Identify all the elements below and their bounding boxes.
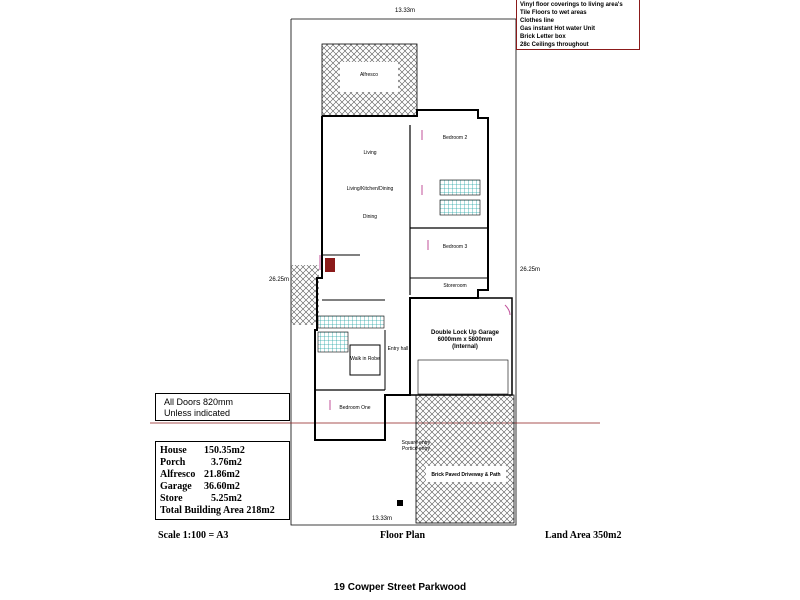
room-walk-in-robe: Walk in Robe <box>350 356 380 362</box>
room-bedroom-2: Bedroom 2 <box>442 135 468 141</box>
room-driveway: Brick Paved Driveway & Path <box>431 472 501 478</box>
dimension-right: 26.25m <box>520 267 541 273</box>
room-entry: Entry hall <box>387 346 409 352</box>
address: 19 Cowper Street Parkwood <box>333 582 467 593</box>
room-living: Living <box>363 150 377 156</box>
plan-title: Floor Plan <box>380 530 426 541</box>
area-summary <box>155 441 290 520</box>
feature-item: 28c Ceilings throughout <box>520 42 589 48</box>
garage-internal: (Internal) <box>452 344 478 350</box>
laundry-tiles <box>318 316 384 328</box>
room-alfresco: Alfresco <box>359 72 379 78</box>
room-storeroom: Storeroom <box>443 283 467 289</box>
dimension-bottom: 13.33m <box>372 516 393 522</box>
garage-size: 6000mm x 5800mm <box>437 337 493 343</box>
feature-item: Gas instant Hot water Unit <box>520 26 596 32</box>
room-living-kitchen-dining: Living/Kitchen/Dining <box>346 186 394 192</box>
feature-item: Brick Letter box <box>520 34 566 40</box>
garage-title: Double Lock Up Garage <box>430 330 499 336</box>
feature-item: Clothes line <box>520 18 555 24</box>
room-dining: Dining <box>362 214 378 220</box>
total-area: Total Building Area 218m2 <box>160 505 275 516</box>
dimension-top: 13.33m <box>395 8 416 14</box>
dimension-left: 26.25m <box>269 277 290 283</box>
land-area: Land Area 350m2 <box>545 530 622 541</box>
bath-tiles <box>318 332 348 352</box>
doors-note-line-1: All Doors 820mm <box>164 397 234 407</box>
feature-item: Tile Floors to wet areas <box>520 10 587 16</box>
area-row: Alfresco 21.86m2 <box>160 469 240 480</box>
area-row: Garage 36.60m2 <box>160 481 240 492</box>
features-list <box>516 0 640 50</box>
area-row: Store 5.25m2 <box>160 493 242 504</box>
doors-note-line-2: Unless indicated <box>164 408 231 418</box>
area-row: Porch 3.76m2 <box>160 457 242 468</box>
scale-label: Scale 1:100 = A3 <box>158 530 229 541</box>
doors-note <box>155 393 290 421</box>
room-bedroom-one: Bedroom One <box>339 405 371 411</box>
driveway-area <box>416 395 514 523</box>
room-bedroom-3: Bedroom 3 <box>442 244 468 250</box>
garage-label <box>420 330 510 351</box>
area-row: House 150.35m2 <box>160 445 245 456</box>
room-porch: Square entry Portico entry <box>401 440 431 452</box>
feature-item: Vinyl floor coverings to living area's <box>520 2 623 8</box>
